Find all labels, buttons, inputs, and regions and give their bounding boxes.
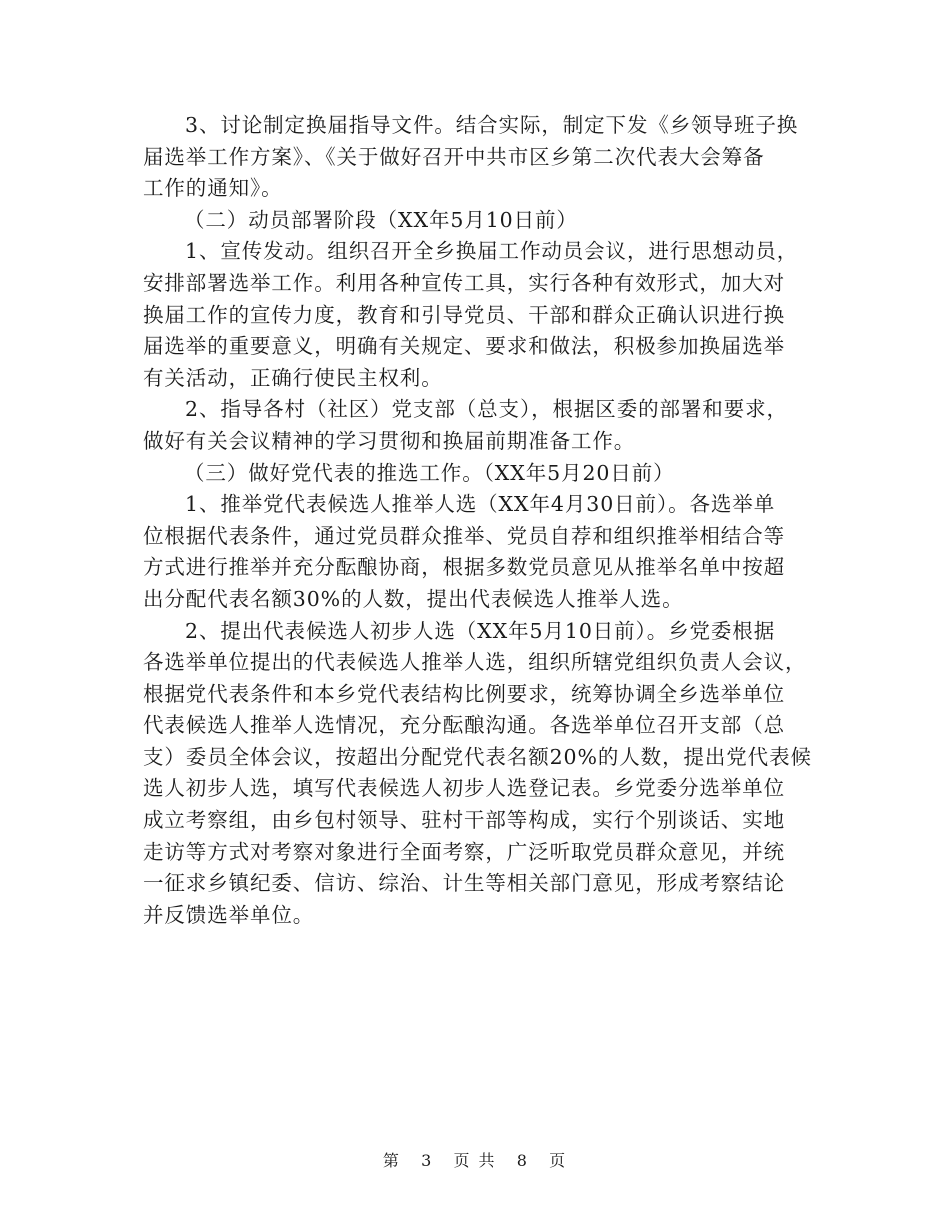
text-line: 成立考察组，由乡包村领导、驻村干部等构成，实行个别谈话、实地 [143,808,785,833]
text-line: 并反馈选举单位。 [143,902,315,927]
footer-prefix: 第 [382,1151,401,1170]
footer-total-pages: 8 [516,1151,529,1170]
text-line: 换届工作的宣传力度，教育和引导党员、干部和群众正确认识进行换 [143,302,785,327]
section-heading: （三）做好党代表的推选工作。（XX年5月20日前） [184,460,675,485]
text-line: 走访等方式对考察对象进行全面考察，广泛听取党员群众意见，并统 [143,839,785,864]
footer-suffix: 页 [549,1151,568,1170]
text-line: 2、提出代表候选人初步人选（XX年5月10日前）。乡党委根据 [185,618,776,643]
text-line: 位根据代表条件，通过党员群众推举、党员自荐和组织推举相结合等 [143,523,785,548]
text-line: 支）委员全体会议，按超出分配党代表名额20%的人数，提出党代表候 [143,744,812,769]
section-heading: （二）动员部署阶段（XX年5月10日前） [184,207,578,232]
text-line: 工作的通知》。 [143,176,283,201]
text-line: 方式进行推举并充分酝酿协商，根据多数党员意见从推举名单中按超 [143,555,785,580]
text-line: 一征求乡镇纪委、信访、综治、计生等相关部门意见，形成考察结论 [143,871,785,896]
text-line: 1、宣传发动。组织召开全乡换届工作动员会议，进行思想动员， [185,239,799,264]
text-line: 安排部署选举工作。利用各种宣传工具，实行各种有效形式，加大对 [143,270,785,295]
text-line: 1、推举党代表候选人推举人选（XX年4月30日前）。各选举单 [185,492,776,517]
text-line: 选人初步人选，填写代表候选人初步人选登记表。乡党委分选举单位 [143,776,785,801]
text-line: 2、指导各村（社区）党支部（总支），根据区委的部署和要求， [185,397,788,422]
text-line: 各选举单位提出的代表候选人推举人选，组织所辖党组织负责人会议， [143,650,807,675]
text-line: 有关活动，正确行使民主权利。 [143,365,443,390]
text-line: 出分配代表名额30%的人数，提出代表候选人推举人选。 [143,586,684,611]
text-line: 做好有关会议精神的学习贯彻和换届前期准备工作。 [143,428,636,453]
text-line: 根据党代表条件和本乡党代表结构比例要求，统筹协调全乡选举单位 [143,681,785,706]
text-line: 代表候选人推举人选情况，充分酝酿沟通。各选举单位召开支部（总 [143,713,785,738]
document-body [143,110,811,931]
text-line: 3、讨论制定换届指导文件。结合实际，制定下发《乡领导班子换 [185,113,799,137]
text-line: 届选举工作方案》、《关于做好召开中共市区乡第二次代表大会筹备 [143,144,765,169]
page-footer [0,1148,950,1171]
text-line: 届选举的重要意义，明确有关规定、要求和做法，积极参加换届选举 [143,334,785,359]
footer-current-page: 3 [421,1151,434,1170]
footer-middle: 页 共 [453,1151,497,1170]
